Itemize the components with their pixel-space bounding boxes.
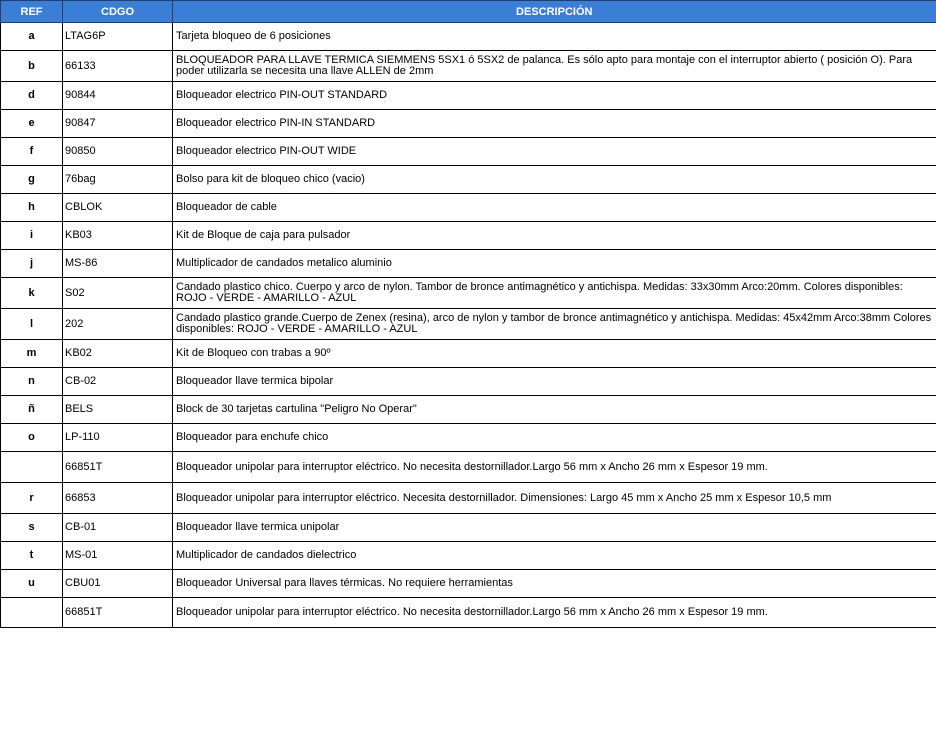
- table-body: [1, 23, 936, 628]
- ref-cell: a: [1, 23, 63, 51]
- table-row: [1, 514, 936, 542]
- code-cell: 90850: [63, 138, 173, 166]
- table-row: [1, 452, 936, 483]
- description-cell: Bloqueador Universal para llaves térmicas. No requiere herramientas: [173, 570, 936, 598]
- description-cell: Bloqueador unipolar para interruptor eléctrico. Necesita destornillador. Dimensiones: Largo 45 mm x Ancho 25 mm x Espesor 10,5 mm: [173, 483, 936, 514]
- code-cell: 202: [63, 309, 173, 340]
- table-row: [1, 250, 936, 278]
- code-cell: 90847: [63, 110, 173, 138]
- table-row: [1, 396, 936, 424]
- ref-cell: n: [1, 368, 63, 396]
- ref-cell: d: [1, 82, 63, 110]
- code-cell: KB03: [63, 222, 173, 250]
- ref-cell: [1, 598, 63, 628]
- description-cell: Kit de Bloque de caja para pulsador: [173, 222, 936, 250]
- code-cell: KB02: [63, 340, 173, 368]
- ref-cell: l: [1, 309, 63, 340]
- description-cell: Bloqueador unipolar para interruptor eléctrico. No necesita destornillador.Largo 56 mm x Ancho 26 mm x Espesor 19 mm.: [173, 452, 936, 483]
- table-row: [1, 483, 936, 514]
- code-cell: S02: [63, 278, 173, 309]
- table-row: [1, 166, 936, 194]
- description-cell: Bloqueador para enchufe chico: [173, 424, 936, 452]
- table-row: [1, 309, 936, 340]
- table-row: [1, 222, 936, 250]
- table-row: [1, 51, 936, 82]
- ref-cell: f: [1, 138, 63, 166]
- description-cell: Multiplicador de candados dielectrico: [173, 542, 936, 570]
- ref-cell: ñ: [1, 396, 63, 424]
- table-row: [1, 278, 936, 309]
- code-cell: CBLOK: [63, 194, 173, 222]
- table-row: [1, 194, 936, 222]
- code-cell: 66133: [63, 51, 173, 82]
- ref-cell: i: [1, 222, 63, 250]
- code-cell: CB-02: [63, 368, 173, 396]
- ref-cell: r: [1, 483, 63, 514]
- table-row: [1, 570, 936, 598]
- description-cell: Candado plastico chico. Cuerpo y arco de nylon. Tambor de bronce antimagnético y antichispa. Medidas: 33x30mm Arco:20mm. Colores disponibles: ROJO - VERDE - AMARILLO - AZUL: [173, 278, 936, 309]
- ref-cell: o: [1, 424, 63, 452]
- code-cell: LP-110: [63, 424, 173, 452]
- table-row: [1, 368, 936, 396]
- description-cell: Bloqueador llave termica bipolar: [173, 368, 936, 396]
- code-cell: BELS: [63, 396, 173, 424]
- table-row: [1, 110, 936, 138]
- code-cell: CBU01: [63, 570, 173, 598]
- ref-cell: u: [1, 570, 63, 598]
- description-cell: Bloqueador llave termica unipolar: [173, 514, 936, 542]
- description-cell: Bloqueador unipolar para interruptor eléctrico. No necesita destornillador.Largo 56 mm x Ancho 26 mm x Espesor 19 mm.: [173, 598, 936, 628]
- description-cell: Bloqueador electrico PIN-IN STANDARD: [173, 110, 936, 138]
- table-row: [1, 598, 936, 628]
- code-cell: 66853: [63, 483, 173, 514]
- description-cell: Bolso para kit de bloqueo chico (vacio): [173, 166, 936, 194]
- ref-cell: k: [1, 278, 63, 309]
- header-description: DESCRIPCIÓN: [173, 1, 936, 23]
- header-ref: REF: [1, 1, 63, 23]
- code-cell: 76bag: [63, 166, 173, 194]
- code-cell: 90844: [63, 82, 173, 110]
- description-cell: Multiplicador de candados metalico aluminio: [173, 250, 936, 278]
- header-code: CDGO: [63, 1, 173, 23]
- description-cell: Kit de Bloqueo con trabas a 90º: [173, 340, 936, 368]
- ref-cell: g: [1, 166, 63, 194]
- table-row: [1, 82, 936, 110]
- code-cell: 66851T: [63, 452, 173, 483]
- description-cell: Bloqueador de cable: [173, 194, 936, 222]
- header-row: [1, 1, 936, 23]
- table-row: [1, 542, 936, 570]
- ref-cell: j: [1, 250, 63, 278]
- ref-cell: t: [1, 542, 63, 570]
- ref-cell: h: [1, 194, 63, 222]
- description-cell: Bloqueador electrico PIN-OUT WIDE: [173, 138, 936, 166]
- table-row: [1, 340, 936, 368]
- table-row: [1, 424, 936, 452]
- ref-cell: [1, 452, 63, 483]
- code-cell: MS-86: [63, 250, 173, 278]
- description-cell: Tarjeta bloqueo de 6 posiciones: [173, 23, 936, 51]
- code-cell: CB-01: [63, 514, 173, 542]
- description-cell: BLOQUEADOR PARA LLAVE TERMICA SIEMMENS 5SX1 ó 5SX2 de palanca. Es sólo apto para montaje con el interruptor abierto ( posición O). Para poder utilizarla se necesita una llave ALLEN de 2mm: [173, 51, 936, 82]
- table-row: [1, 138, 936, 166]
- code-cell: LTAG6P: [63, 23, 173, 51]
- ref-cell: e: [1, 110, 63, 138]
- description-cell: Block de 30 tarjetas cartulina "Peligro No Operar": [173, 396, 936, 424]
- description-cell: Bloqueador electrico PIN-OUT STANDARD: [173, 82, 936, 110]
- description-cell: Candado plastico grande.Cuerpo de Zenex (resina), arco de nylon y tambor de bronce antimagnético y antichispa. Medidas: 45x42mm Arco:38mm Colores disponibles: ROJO - VERDE - AMARILLO - AZUL: [173, 309, 936, 340]
- code-cell: 66851T: [63, 598, 173, 628]
- ref-cell: m: [1, 340, 63, 368]
- table-row: [1, 23, 936, 51]
- ref-cell: s: [1, 514, 63, 542]
- code-cell: MS-01: [63, 542, 173, 570]
- ref-cell: b: [1, 51, 63, 82]
